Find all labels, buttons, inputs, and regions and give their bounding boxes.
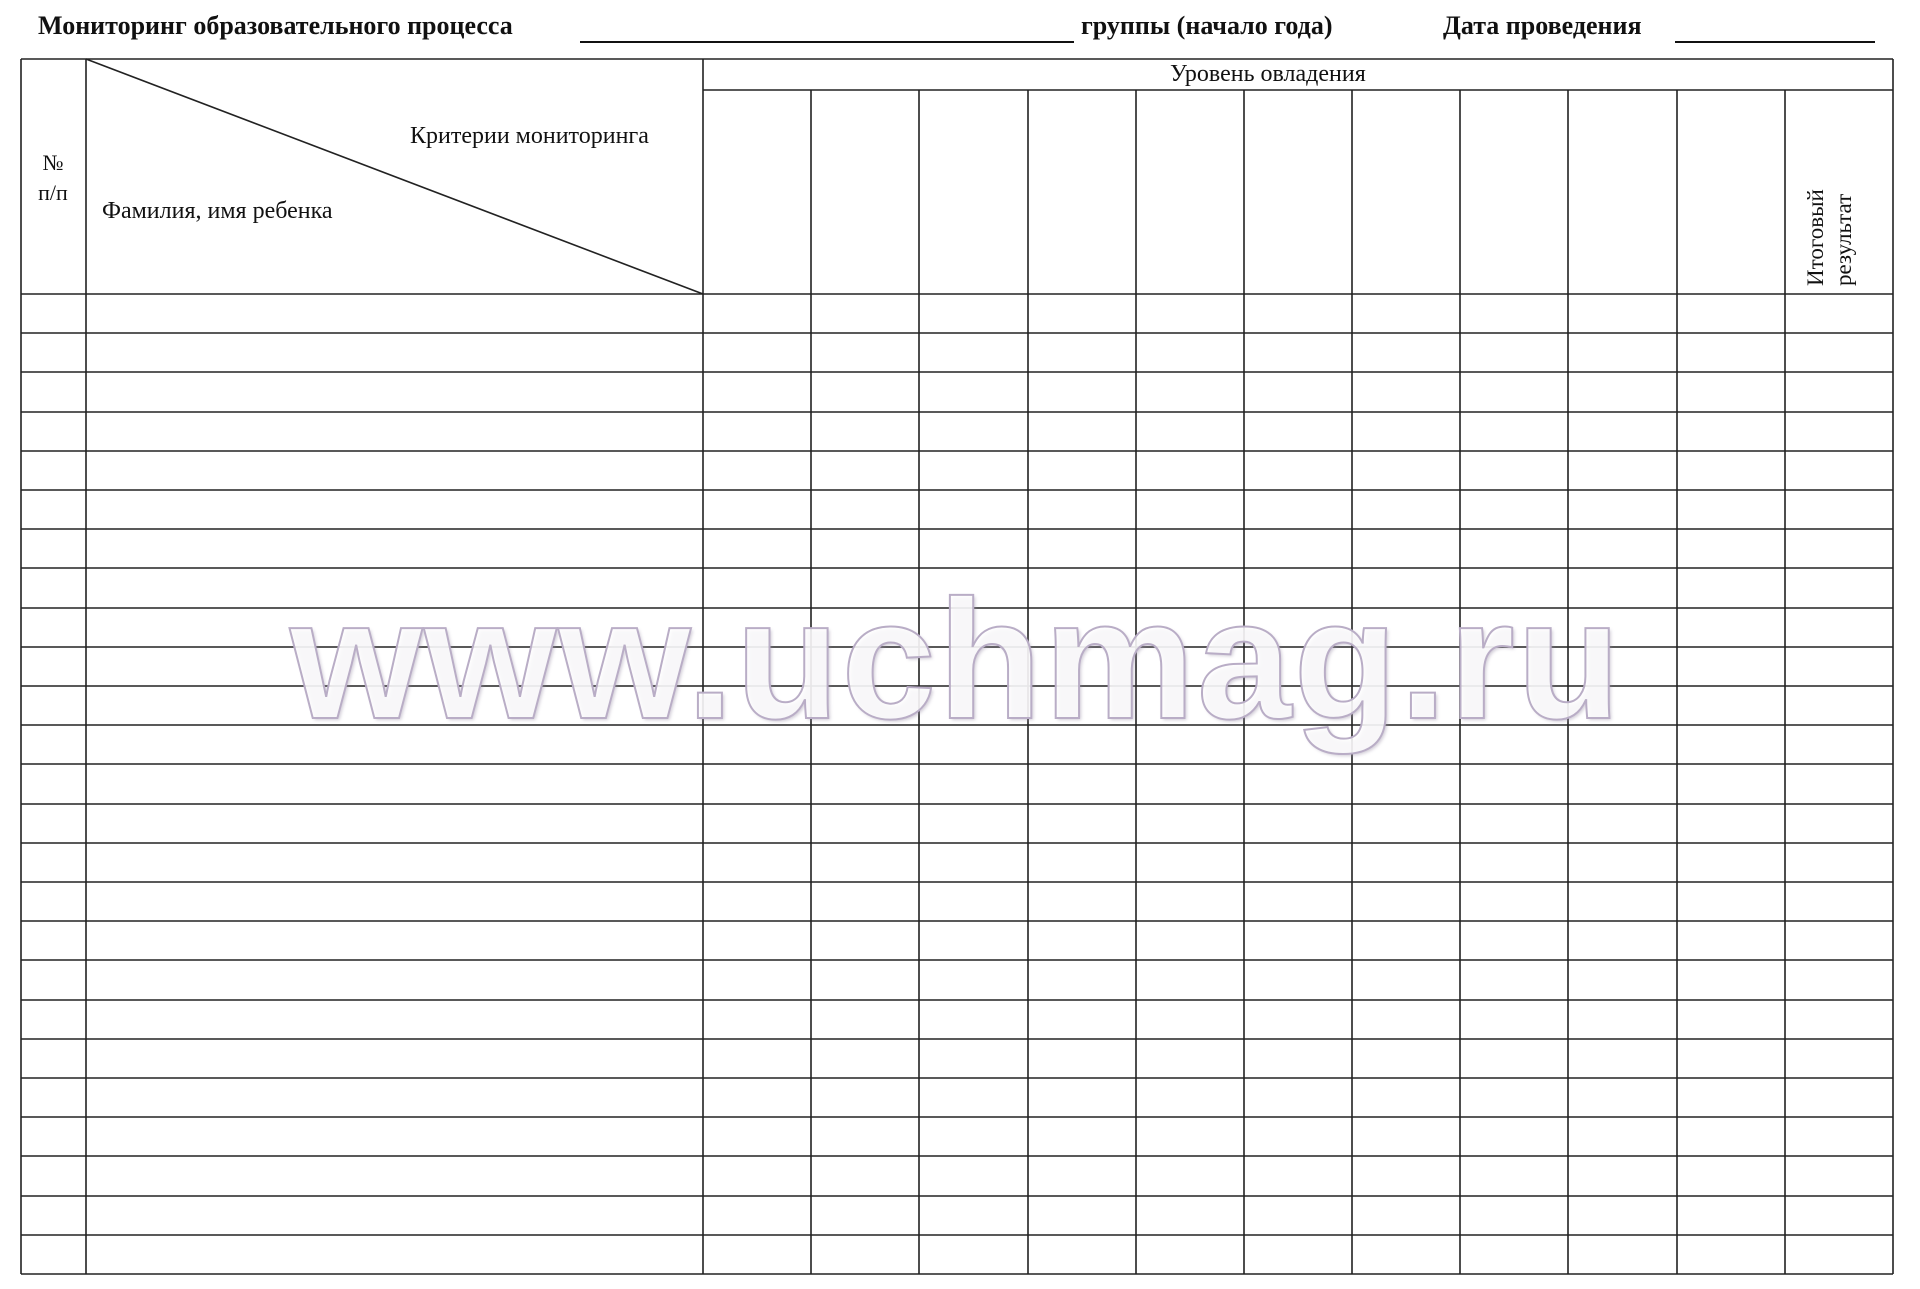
monitoring-table — [20, 58, 1894, 1275]
date-blank[interactable] — [1675, 41, 1875, 43]
watermark: www.uchmag.ru — [290, 565, 1623, 755]
final-result-line2: результат — [1831, 193, 1856, 286]
number-sign-text: № — [42, 150, 64, 175]
form-header — [38, 8, 1878, 48]
child-name-header: Фамилия, имя ребенка — [102, 198, 333, 224]
header-diagonal — [86, 59, 703, 294]
table-grid — [20, 58, 1894, 1275]
level-header: Уровень овладения — [1170, 61, 1366, 87]
final-result-line1: Итоговый — [1803, 189, 1828, 286]
group-label: группы (начало года) — [1081, 11, 1333, 40]
criteria-header: Критерии мониторинга — [410, 123, 649, 149]
pp-text: п/п — [38, 180, 68, 205]
final-result-header — [1802, 189, 1858, 286]
group-name-blank[interactable] — [580, 41, 1074, 43]
form-title: Мониторинг образовательного процесса — [38, 11, 513, 40]
row-number-header — [20, 148, 86, 208]
date-label: Дата проведения — [1443, 11, 1642, 40]
